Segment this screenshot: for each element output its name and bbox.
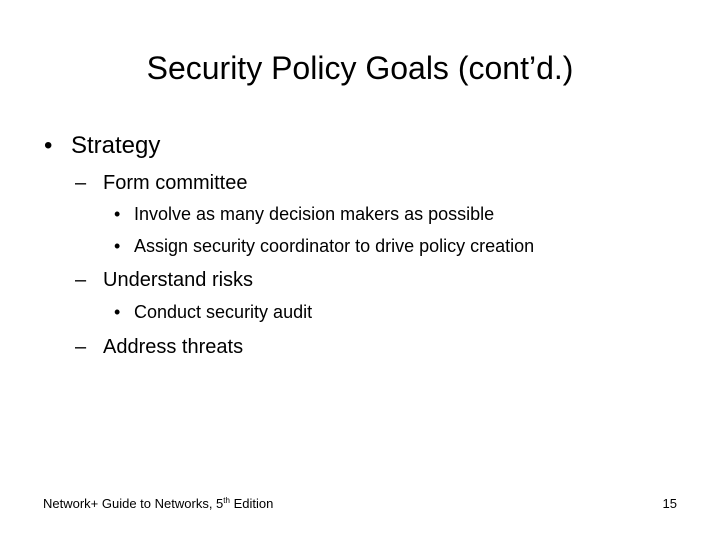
bullet-text: Strategy: [71, 132, 161, 159]
sub-bullet-text: Address threats: [103, 336, 244, 358]
bullet-marker: •: [44, 132, 53, 159]
slide-title: Security Policy Goals (cont’d.): [146, 50, 574, 86]
sub-bullet-text: Understand risks: [103, 269, 254, 291]
bullet-marker: •: [114, 204, 121, 224]
bullet-marker: •: [114, 302, 121, 322]
page-number: 15: [662, 496, 677, 511]
footer-book-title: [43, 496, 273, 512]
footer-book-sup: th: [223, 496, 230, 505]
dash-marker: –: [75, 172, 87, 194]
footer-book-suffix: Edition: [229, 496, 274, 511]
sub-sub-bullet-text: Assign security coordinator to drive policy creation: [134, 236, 535, 256]
bullet-marker: •: [114, 236, 121, 256]
dash-marker: –: [75, 269, 87, 291]
sub-sub-bullet-text: Conduct security audit: [134, 302, 313, 322]
sub-sub-bullet-text: Involve as many decision makers as possible: [134, 204, 495, 224]
dash-marker: –: [75, 336, 87, 358]
sub-bullet-text: Form committee: [103, 172, 248, 194]
footer-book-prefix: Network+ Guide to Networks, 5: [43, 496, 224, 511]
